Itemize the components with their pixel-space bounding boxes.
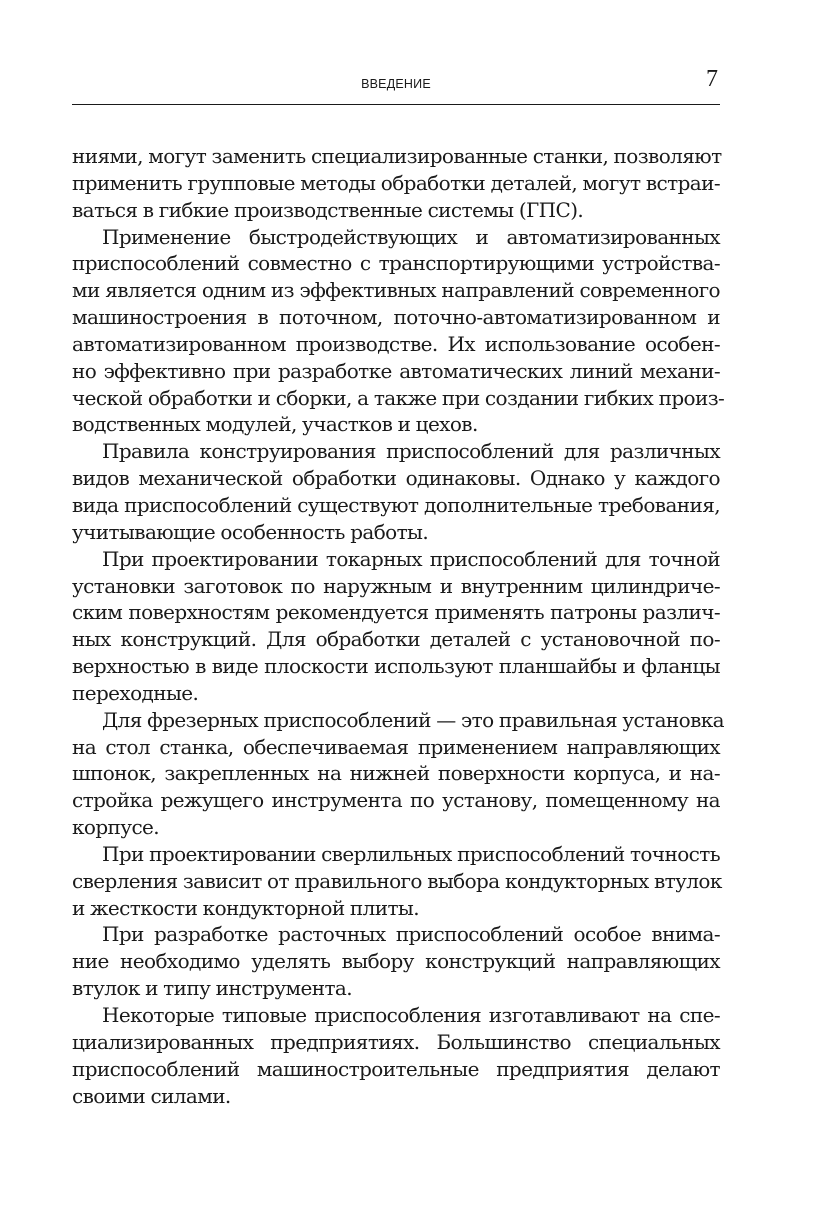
text-line: установки заготовок по наружным и внутренним цилиндриче- — [72, 573, 720, 598]
text-line: применить групповые методы обработки деталей, могут встраи- — [72, 170, 720, 195]
text-line: При разработке расточных приспособлений особое внима- — [102, 922, 720, 947]
text-line: водственных модулей, участков и цехов. — [72, 412, 478, 437]
text-line: ных конструкций. Для обработки деталей с установочной по- — [72, 627, 720, 652]
page-number: 7 — [706, 66, 718, 92]
page-header — [72, 0, 720, 105]
text-line: приспособлений совместно с транспортирующими устройства- — [72, 251, 720, 276]
text-line: на стол станка, обеспечиваемая применением направляющих — [72, 734, 720, 759]
text-line: ческой обработки и сборки, а также при создании гибких произ- — [72, 385, 725, 410]
text-line: шпонок, закрепленных на нижней поверхности корпуса, и на- — [72, 761, 720, 786]
text-line: переходные. — [72, 680, 199, 705]
text-line: своими силами. — [72, 1083, 231, 1108]
paragraph — [72, 841, 720, 922]
text-line: Некоторые типовые приспособления изготавливают на спе- — [102, 1003, 720, 1027]
text-line: циализированных предприятиях. Большинство специальных — [72, 1029, 720, 1054]
paragraph — [72, 707, 724, 841]
text-line: корпусе. — [72, 815, 160, 840]
text-line: ваться в гибкие производственные системы (ГПС). — [72, 197, 584, 222]
text-line: учитывающие особенность работы. — [72, 519, 429, 544]
body-text — [72, 143, 725, 1109]
paragraph — [72, 1002, 720, 1109]
text-line: Для фрезерных приспособлений — это правильная установка — [102, 707, 724, 732]
paragraph — [72, 438, 720, 545]
book-page — [72, 0, 725, 1109]
running-head: ВВЕДЕНИЕ — [361, 77, 431, 91]
text-line: При проектировании токарных приспособлений для точной — [102, 546, 720, 571]
text-line: ниями, могут заменить специализированные станки, позволяют — [72, 144, 722, 168]
text-line: Правила конструирования приспособлений для различных — [102, 439, 720, 464]
text-line: но эффективно при разработке автоматических линий механи- — [72, 358, 720, 383]
paragraph — [72, 143, 720, 224]
text-line: видов механической обработки одинаковы. Однако у каждого — [72, 466, 720, 491]
text-line: машиностроения в поточном, поточно-автоматизированном и — [72, 305, 720, 330]
text-line: приспособлений машиностроительные предприятия делают — [72, 1056, 720, 1081]
text-line: автоматизированном производстве. Их использование особен- — [72, 331, 720, 356]
text-line: ми является одним из эффективных направлений современного — [72, 278, 720, 303]
text-line: Применение быстродействующих и автоматизированных — [102, 224, 720, 249]
text-line: сверления зависит от правильного выбора кондукторных втулок — [72, 868, 722, 893]
paragraph — [72, 921, 720, 1002]
paragraph — [72, 546, 720, 707]
text-line: ние необходимо уделять выбору конструкций направляющих — [72, 949, 720, 974]
text-line: и жесткости кондукторной плиты. — [72, 895, 420, 920]
text-line: стройка режущего инструмента по установу, помещенному на — [72, 788, 720, 813]
text-line: При проектировании сверлильных приспособлений точность — [102, 841, 720, 866]
paragraph — [72, 224, 725, 439]
text-line: верхностью в виде плоскости используют планшайбы и фланцы — [72, 654, 720, 679]
text-line: втулок и типу инструмента. — [72, 976, 352, 1001]
text-line: вида приспособлений существуют дополнительные требования, — [72, 492, 720, 517]
text-line: ским поверхностям рекомендуется применять патроны различ- — [72, 600, 720, 625]
